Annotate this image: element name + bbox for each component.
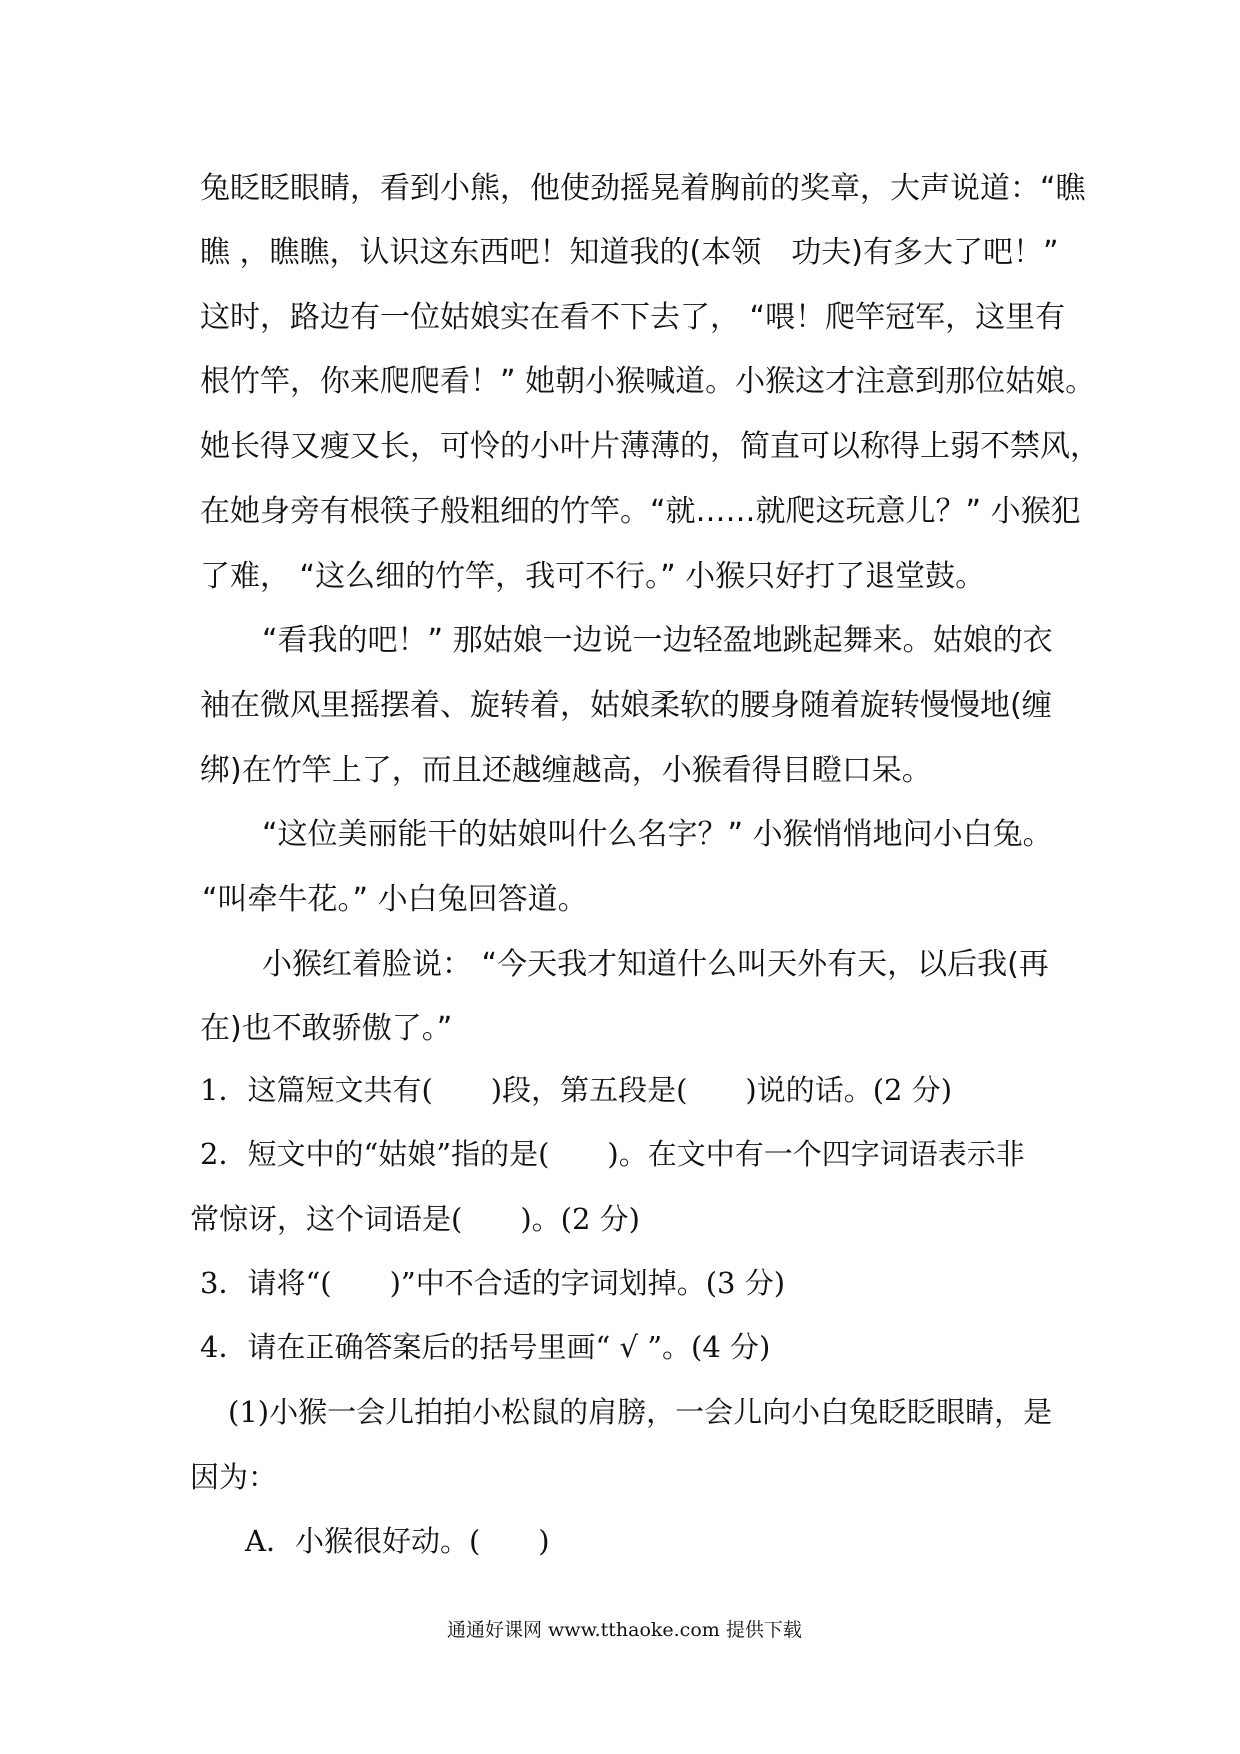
- passage-line: 在她身旁有根筷子般粗细的竹竿。“就……就爬这玩意儿？” 小猴犯: [200, 494, 1081, 529]
- passage-line: 兔眨眨眼睛，看到小熊，他使劲摇晃着胸前的奖章，大声说道：“瞧: [200, 171, 1086, 206]
- passage-line: 瞧 ，瞧瞧，认识这东西吧！知道我的(本领 功夫)有多大了吧！”: [200, 235, 1059, 270]
- question-line: 常惊讶，这个词语是( )。(2 分): [190, 1202, 640, 1236]
- question-line: 因为：: [190, 1460, 278, 1494]
- passage-line: “看我的吧！” 那姑娘一边说一边轻盈地跳起舞来。姑娘的衣: [262, 623, 1053, 658]
- footer-text: 通通好课网 www.tthaoke.com 提供下载: [447, 1619, 802, 1641]
- passage-line: “这位美丽能干的姑娘叫什么名字？” 小猴悄悄地问小白兔。: [262, 817, 1053, 852]
- passage-line: 在)也不敢骄傲了。”: [200, 1011, 453, 1046]
- passage-line: 她长得又瘦又长，可怜的小叶片薄薄的，简直可以称得上弱不禁风，: [200, 429, 1100, 464]
- question-line: 4．请在正确答案后的括号里画“ √ ”。(4 分): [200, 1330, 771, 1364]
- passage-line: 根竹竿，你来爬爬看！” 她朝小猴喊道。小猴这才注意到那位姑娘。: [200, 364, 1096, 399]
- answer-option: A．小猴很好动。( ): [245, 1524, 550, 1558]
- passage-line: “叫牵牛花。” 小白兔回答道。: [202, 882, 588, 917]
- passage-line: 这时，路边有一位姑娘实在看不下去了， “喂！爬竿冠军，这里有: [200, 300, 1066, 335]
- question-line: 3．请将“( )”中不合适的字词划掉。(3 分): [200, 1266, 786, 1300]
- passage-line: 小猴红着脸说： “今天我才知道什么叫天外有天，以后我(再: [262, 947, 1049, 982]
- passage-line: 袖在微风里摇摆着、旋转着，姑娘柔软的腰身随着旋转慢慢地(缠: [200, 688, 1052, 723]
- passage-line: 绑)在竹竿上了，而且还越缠越高，小猴看得目瞪口呆。: [200, 753, 932, 788]
- question-line: 1．这篇短文共有( )段，第五段是( )说的话。(2 分): [200, 1073, 953, 1107]
- passage-line: 了难， “这么细的竹竿，我可不行。” 小猴只好打了退堂鼓。: [200, 559, 986, 594]
- question-line: (1)小猴一会儿拍拍小松鼠的肩膀，一会儿向小白兔眨眨眼睛，是: [228, 1395, 1053, 1429]
- question-line: 2．短文中的“姑娘”指的是( )。在文中有一个四字词语表示非: [200, 1137, 1025, 1171]
